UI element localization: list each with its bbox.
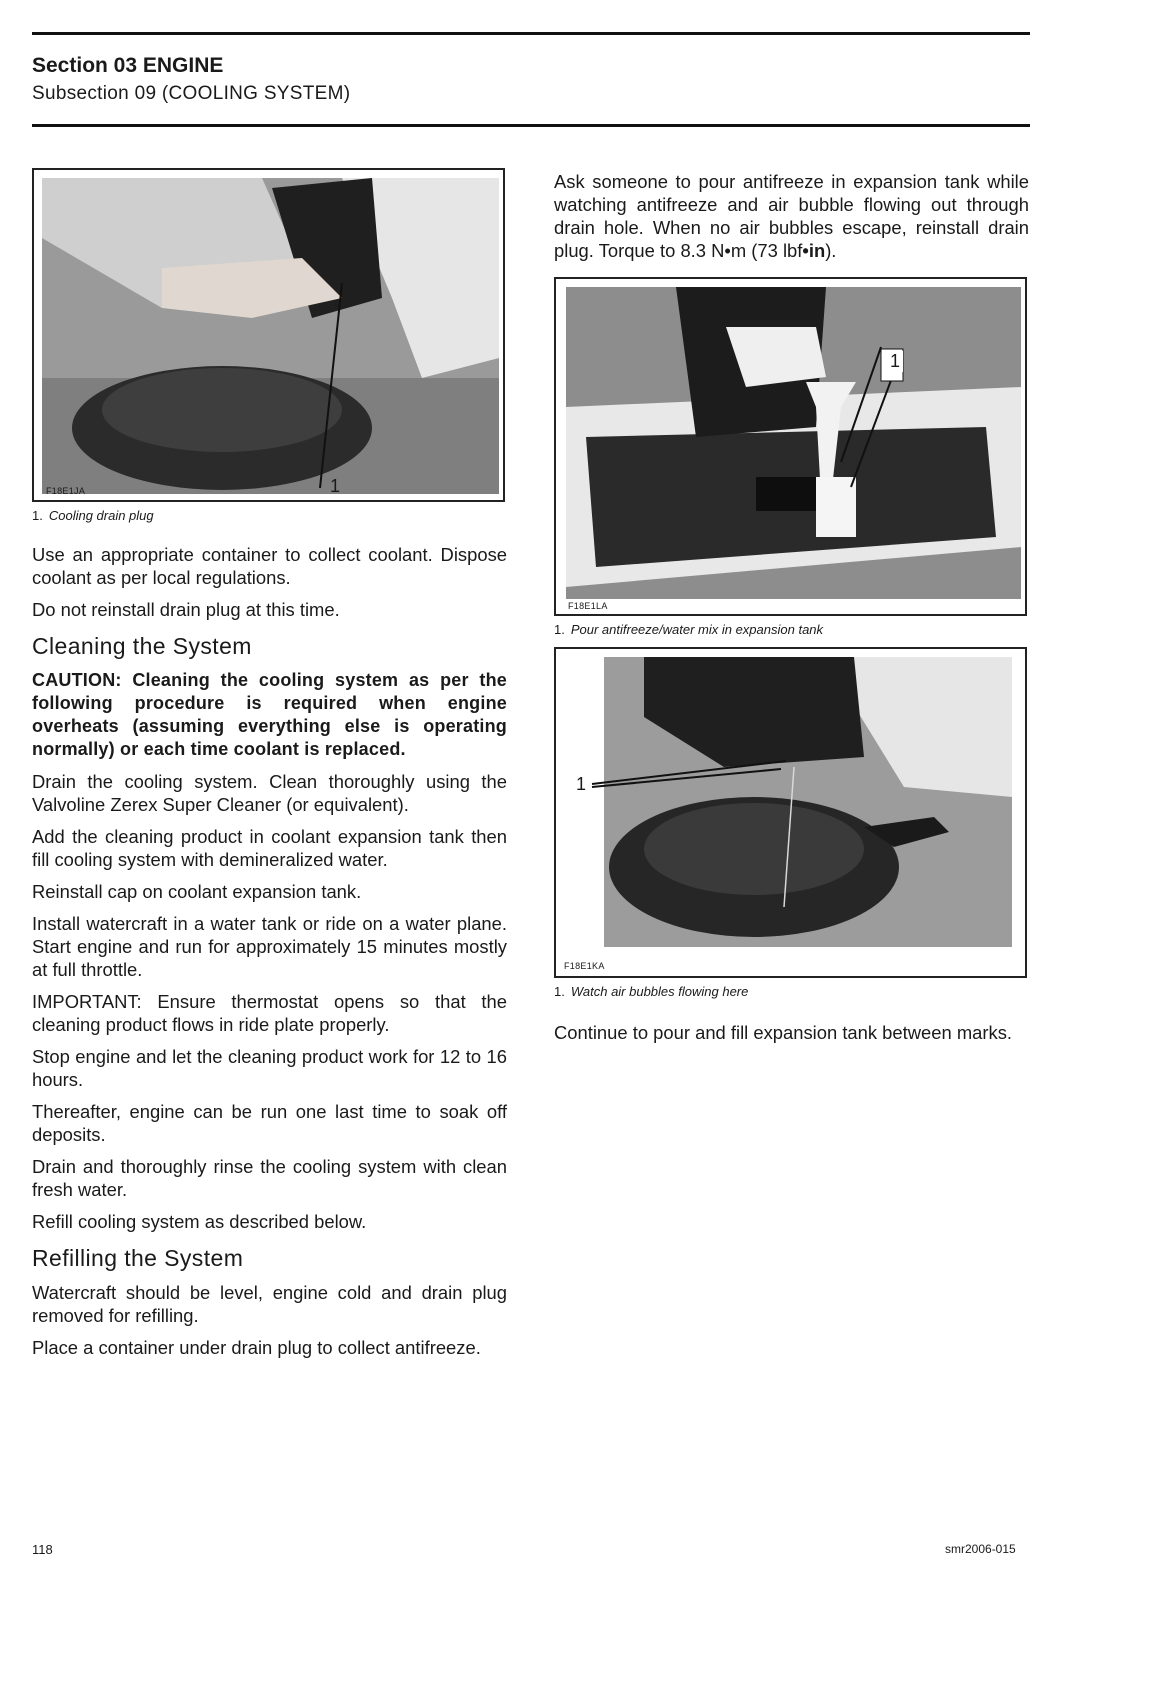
important-label: IMPORTANT: [32,991,142,1012]
caption-number: 1. [554,984,565,999]
figure-code: F18E1JA [46,486,86,496]
paragraph: Continue to pour and fill expansion tank between marks. [554,1022,1012,1043]
paragraph: Drain and thoroughly rinse the cooling system with clean fresh water. [32,1156,507,1200]
text-run-bold: •in [802,240,826,261]
heading-cleaning-the-system: Cleaning the System [32,633,252,659]
page-number: 118 [32,1542,53,1557]
caution-text: Cleaning the cooling system as per the following procedure is required when engine overheats (assuming everything else is operating normally) or each time coolant is replaced. [32,670,508,759]
header-bottom-rule [32,124,1030,127]
left-column [32,168,507,1368]
photo-expansion-tank [566,287,1021,599]
figure-cooling-drain-plug [32,168,505,502]
text-run: Ask someone to pour antifreeze in expansion tank while watching antifreeze and air bubble flowing out through drain hole. When no air bubbles escape, reinstall drain plug. Torque to 8.3 N•m (73 lbf [554,171,1029,261]
text-run: ). [825,240,837,261]
caption-text: Pour antifreeze/water mix in expansion tank [570,622,824,637]
figure-caption [554,984,1029,999]
caption-number: 1. [554,622,565,637]
heading-refilling-the-system: Refilling the System [32,1245,244,1271]
important-note [32,990,507,1036]
callout-number: 1 [887,351,903,372]
caption-text: Cooling drain plug [48,508,154,523]
paragraph: Install watercraft in a water tank or ride on a water plane. Start engine and run for approximately 15 minutes mostly at full throttle. [32,913,507,980]
paragraph: Thereafter, engine can be run one last time to soak off deposits. [32,1101,507,1145]
paragraph [554,170,1029,262]
figure-code: F18E1KA [564,961,605,971]
paragraph: Use an appropriate container to collect coolant. Dispose coolant as per local regulations. [32,544,507,588]
caption-text: Watch air bubbles flowing here [570,984,749,999]
right-column [554,170,1029,1053]
paragraph: Refill cooling system as described below. [32,1211,367,1232]
callout-number: 1 [576,774,587,794]
paragraph: Drain the cooling system. Clean thoroughly using the Valvoline Zerex Super Cleaner (or equivalent). [32,771,507,815]
caption-number: 1. [32,508,43,523]
important-text: Ensure thermostat opens so that the cleaning product flows in ride plate properly. [32,991,507,1035]
subsection-title: Subsection 09 (COOLING SYSTEM) [32,83,351,104]
figure-caption [32,508,507,523]
section-title: Section 03 ENGINE [32,54,224,77]
caution-note [32,669,507,761]
paragraph: Do not reinstall drain plug at this time. [32,599,340,620]
paragraph: Stop engine and let the cleaning product work for 12 to 16 hours. [32,1046,507,1090]
caution-label: CAUTION: [32,670,122,690]
callout-number: 1 [330,476,341,496]
paragraph: Reinstall cap on coolant expansion tank. [32,881,362,902]
document-code: smr2006-015 [945,1542,1016,1556]
figure-pour-antifreeze [554,277,1027,616]
paragraph: Watercraft should be level, engine cold and drain plug removed for refilling. [32,1282,507,1326]
figure-code: F18E1LA [568,601,608,611]
figure-air-bubbles [554,647,1027,978]
figure-caption [554,622,1029,637]
photo-drain-plug [42,178,499,494]
paragraph: Add the cleaning product in coolant expansion tank then fill cooling system with demineralized water. [32,826,507,870]
paragraph: Place a container under drain plug to collect antifreeze. [32,1337,481,1358]
header-top-rule [32,32,1030,35]
callout-leader-lines [556,649,1025,976]
